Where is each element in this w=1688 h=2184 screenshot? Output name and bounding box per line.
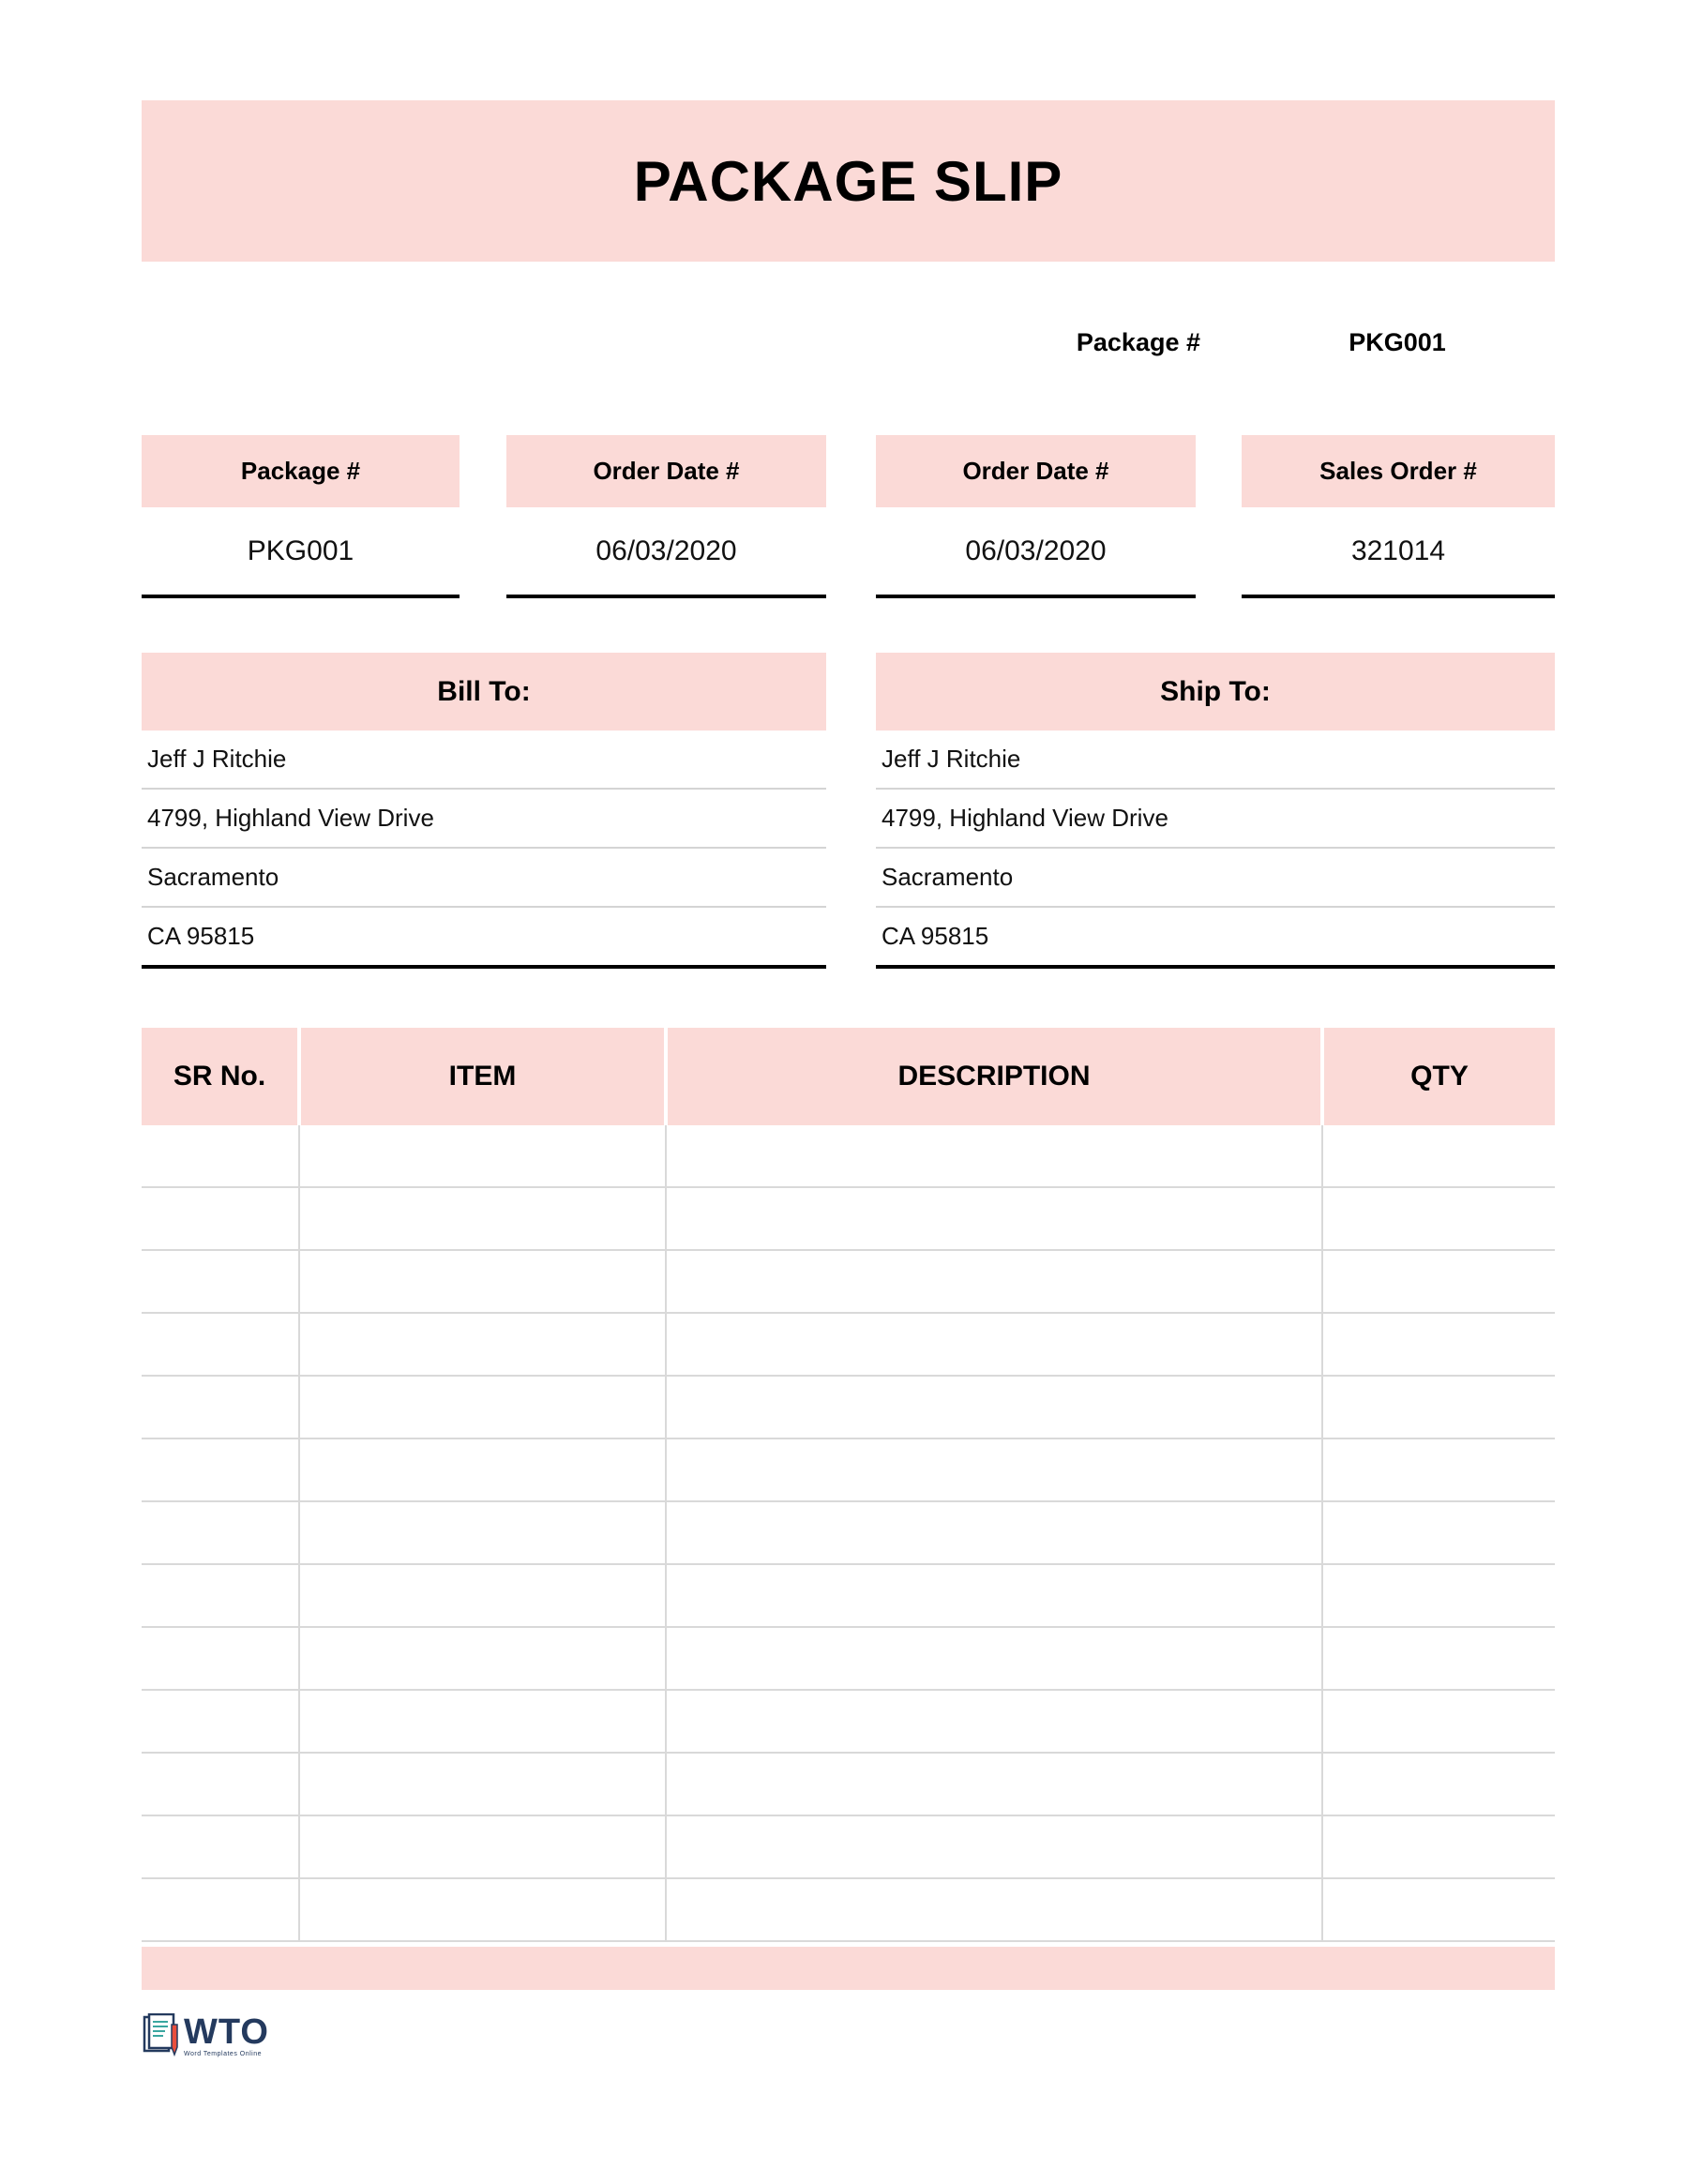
ship-to-heading: Ship To: xyxy=(876,653,1555,731)
cell-item[interactable] xyxy=(299,1815,666,1878)
cell-sr-no[interactable] xyxy=(142,1627,299,1690)
cell-sr-no[interactable] xyxy=(142,1187,299,1250)
cell-description[interactable] xyxy=(666,1878,1322,1941)
info-field-sales-order xyxy=(1242,435,1555,597)
cell-item[interactable] xyxy=(299,1376,666,1438)
logo-text xyxy=(184,2014,269,2057)
footer-band xyxy=(142,1947,1555,1990)
bill-to-section xyxy=(142,653,826,969)
cell-description[interactable] xyxy=(666,1690,1322,1753)
cell-item[interactable] xyxy=(299,1313,666,1376)
info-field-label: Order Date # xyxy=(876,435,1196,507)
info-field-label: Package # xyxy=(142,435,460,507)
cell-sr-no[interactable] xyxy=(142,1313,299,1376)
cell-qty[interactable] xyxy=(1322,1815,1555,1878)
bill-to-heading: Bill To: xyxy=(142,653,826,731)
cell-qty[interactable] xyxy=(1322,1125,1555,1187)
cell-qty[interactable] xyxy=(1322,1438,1555,1501)
table-row xyxy=(142,1125,1555,1187)
cell-description[interactable] xyxy=(666,1187,1322,1250)
cell-description[interactable] xyxy=(666,1627,1322,1690)
page-title: PACKAGE SLIP xyxy=(633,149,1063,213)
cell-item[interactable] xyxy=(299,1878,666,1941)
ship-to-street[interactable]: 4799, Highland View Drive xyxy=(876,790,1555,849)
column-header-qty: QTY xyxy=(1322,1028,1555,1125)
ship-to-city[interactable]: Sacramento xyxy=(876,849,1555,908)
ship-to-state-zip[interactable]: CA 95815 xyxy=(876,908,1555,969)
items-table xyxy=(142,1028,1555,1942)
wto-logo xyxy=(143,2012,269,2059)
cell-description[interactable] xyxy=(666,1815,1322,1878)
cell-qty[interactable] xyxy=(1322,1313,1555,1376)
table-row xyxy=(142,1753,1555,1815)
table-row xyxy=(142,1501,1555,1564)
cell-item[interactable] xyxy=(299,1690,666,1753)
cell-description[interactable] xyxy=(666,1753,1322,1815)
title-band xyxy=(142,100,1555,262)
cell-qty[interactable] xyxy=(1322,1878,1555,1941)
cell-item[interactable] xyxy=(299,1250,666,1313)
package-number-label: Package # xyxy=(1076,328,1200,356)
cell-description[interactable] xyxy=(666,1438,1322,1501)
cell-item[interactable] xyxy=(299,1438,666,1501)
bill-to-name[interactable]: Jeff J Ritchie xyxy=(142,731,826,790)
cell-sr-no[interactable] xyxy=(142,1250,299,1313)
cell-qty[interactable] xyxy=(1322,1627,1555,1690)
cell-description[interactable] xyxy=(666,1250,1322,1313)
column-header-description: DESCRIPTION xyxy=(666,1028,1322,1125)
cell-description[interactable] xyxy=(666,1125,1322,1187)
table-row xyxy=(142,1690,1555,1753)
bill-to-street[interactable]: 4799, Highland View Drive xyxy=(142,790,826,849)
package-number-value: PKG001 xyxy=(1349,328,1446,356)
cell-sr-no[interactable] xyxy=(142,1438,299,1501)
table-row xyxy=(142,1313,1555,1376)
table-row xyxy=(142,1564,1555,1627)
column-header-sr-no: SR No. xyxy=(142,1028,299,1125)
cell-sr-no[interactable] xyxy=(142,1376,299,1438)
cell-sr-no[interactable] xyxy=(142,1690,299,1753)
cell-item[interactable] xyxy=(299,1125,666,1187)
cell-sr-no[interactable] xyxy=(142,1501,299,1564)
column-header-item: ITEM xyxy=(299,1028,666,1125)
table-row xyxy=(142,1187,1555,1250)
cell-qty[interactable] xyxy=(1322,1753,1555,1815)
cell-qty[interactable] xyxy=(1322,1250,1555,1313)
cell-qty[interactable] xyxy=(1322,1187,1555,1250)
cell-qty[interactable] xyxy=(1322,1690,1555,1753)
cell-sr-no[interactable] xyxy=(142,1564,299,1627)
bill-to-state-zip[interactable]: CA 95815 xyxy=(142,908,826,969)
table-row xyxy=(142,1878,1555,1941)
info-field-value[interactable]: 06/03/2020 xyxy=(876,507,1196,598)
cell-item[interactable] xyxy=(299,1187,666,1250)
cell-sr-no[interactable] xyxy=(142,1815,299,1878)
document-pen-icon xyxy=(143,2013,180,2058)
cell-description[interactable] xyxy=(666,1564,1322,1627)
cell-sr-no[interactable] xyxy=(142,1753,299,1815)
cell-qty[interactable] xyxy=(1322,1564,1555,1627)
cell-sr-no[interactable] xyxy=(142,1878,299,1941)
cell-qty[interactable] xyxy=(1322,1376,1555,1438)
cell-qty[interactable] xyxy=(1322,1501,1555,1564)
info-field-value[interactable]: 321014 xyxy=(1242,507,1555,598)
table-row xyxy=(142,1250,1555,1313)
cell-item[interactable] xyxy=(299,1627,666,1690)
info-field-order-date xyxy=(506,435,826,597)
info-field-order-date-2 xyxy=(876,435,1196,597)
table-row xyxy=(142,1376,1555,1438)
table-row xyxy=(142,1438,1555,1501)
info-field-label: Order Date # xyxy=(506,435,826,507)
info-field-label: Sales Order # xyxy=(1242,435,1555,507)
cell-item[interactable] xyxy=(299,1564,666,1627)
ship-to-name[interactable]: Jeff J Ritchie xyxy=(876,731,1555,790)
logo-tagline: Word Templates Online xyxy=(184,2051,262,2057)
cell-description[interactable] xyxy=(666,1501,1322,1564)
table-row xyxy=(142,1815,1555,1878)
cell-sr-no[interactable] xyxy=(142,1125,299,1187)
cell-item[interactable] xyxy=(299,1501,666,1564)
info-field-value[interactable]: 06/03/2020 xyxy=(506,507,826,598)
cell-item[interactable] xyxy=(299,1753,666,1815)
cell-description[interactable] xyxy=(666,1376,1322,1438)
cell-description[interactable] xyxy=(666,1313,1322,1376)
ship-to-section xyxy=(876,653,1555,969)
table-row xyxy=(142,1627,1555,1690)
info-field-value[interactable]: PKG001 xyxy=(142,507,460,598)
bill-to-city[interactable]: Sacramento xyxy=(142,849,826,908)
info-field-package xyxy=(142,435,460,597)
table-header-row xyxy=(142,1028,1555,1125)
logo-name: WTO xyxy=(184,2012,269,2052)
